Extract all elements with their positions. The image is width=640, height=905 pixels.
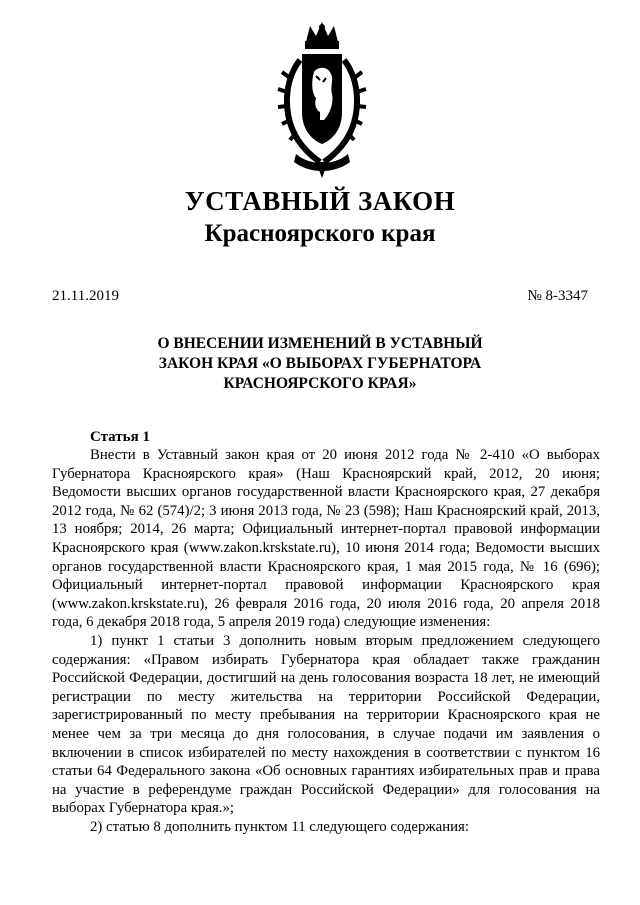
region-heading: Красноярского края: [204, 220, 436, 247]
law-title-line: ЗАКОН КРАЯ «О ВЫБОРАХ ГУБЕРНАТОРА: [158, 355, 482, 372]
article-heading: Статья 1: [90, 429, 150, 445]
article-paragraph: 1) пункт 1 статьи 3 дополнить новым вторым предложением следующего содержания: «Правом избирать Губернатора края обладает также гражданин Российской Федерации, достигший на день голосования возраста 18 лет, не имеющий регистрации по месту жительства на территории Российской Федерации, зарегистрированный по месту пребывания на территории Красноярского края не менее чем за три месяца до дня голосования, в случае подачи им заявления о включении в список избирателей по месту нахождения в соответствии с пунктом 16 статьи 64 Федерального закона «Об основных гарантиях избирательных прав и права на участие в референдуме граждан Российской Федерации» для голосования на выборах Губернатора края.»;: [52, 632, 600, 817]
law-title-line: КРАСНОЯРСКОГО КРАЯ»: [223, 375, 417, 392]
article-paragraph: 2) статью 8 дополнить пунктом 11 следующего содержания:: [90, 818, 469, 835]
article-paragraph: Внести в Уставный закон края от 20 июня 2012 года № 2-410 «О выборах Губернатора Красноярского края» (Наш Красноярский край, 2012, 20 июня; Ведомости высших органов государственной власти Красноярского края, 27 декабря 2012 года, № 62 (574)/2; 3 июня 2013 года, № 23 (598); Наш Красноярский край, 2013, 13 ноября; 2014, 26 марта; Официальный интернет-портал правовой информации Красноярского края (www.zakon.krskstate.ru), 10 июня 2014 года; Ведомости высших органов государственной власти Красноярского края, 1 мая 2015 года, № 16 (696); Официальный интернет-портал правовой информации Красноярского края (www.zakon.krskstate.ru), 26 февраля 2016 года, 20 июля 2016 года, 20 апреля 2018 года, 6 декабря 2018 года, 5 апреля 2019 года) следующие изменения:: [52, 447, 600, 631]
law-title-line: О ВНЕСЕНИИ ИЗМЕНЕНИЙ В УСТАВНЫЙ: [157, 335, 483, 352]
law-title: [100, 334, 540, 394]
article-body: [52, 446, 600, 836]
krasnoyarsk-coat-of-arms-icon: [276, 20, 368, 180]
law-date: 21.11.2019: [52, 288, 119, 304]
law-number: № 8-3347: [527, 288, 588, 304]
law-type-heading: УСТАВНЫЙ ЗАКОН: [184, 186, 456, 216]
